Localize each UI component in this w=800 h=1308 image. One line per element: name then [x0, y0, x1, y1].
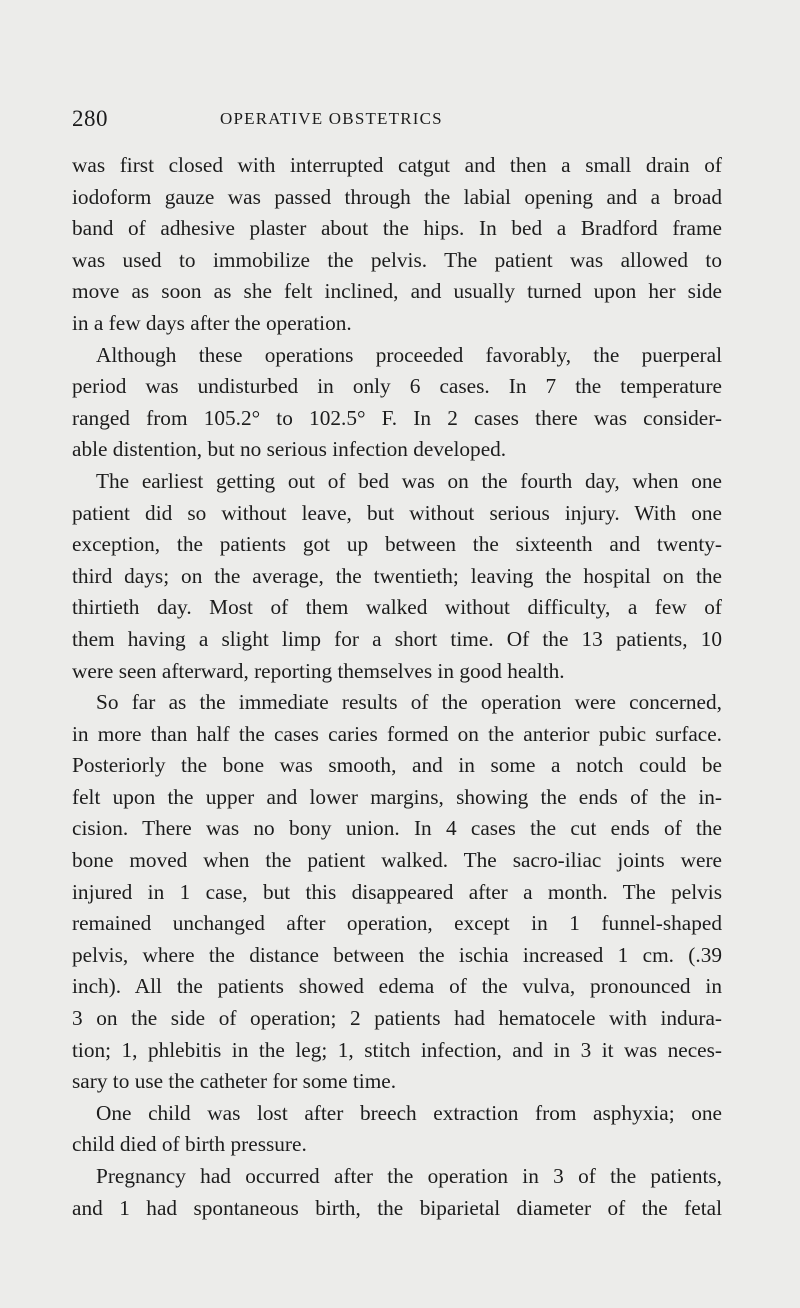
- text-line: was used to immobilize the pelvis. The patient was allowed to: [72, 247, 722, 272]
- page-header: [72, 106, 722, 136]
- text-line: able distention, but no serious infection developed.: [72, 437, 507, 462]
- text-line: and 1 had spontaneous birth, the biparietal diameter of the fetal: [72, 1195, 722, 1220]
- text-line: remained unchanged after operation, except in 1 funnel-shaped: [72, 911, 722, 936]
- text-line: move as soon as she felt inclined, and usually turned upon her side: [72, 279, 722, 304]
- text-line: One child was lost after breech extraction from asphyxia; one: [96, 1100, 722, 1125]
- page-number: 280: [72, 106, 108, 131]
- text-line: period was undisturbed in only 6 cases. In 7 the temperature: [72, 374, 722, 399]
- text-line: pelvis, where the distance between the ischia increased 1 cm. (.39: [72, 942, 722, 967]
- text-line: tion; 1, phlebitis in the leg; 1, stitch infection, and in 3 it was neces-: [72, 1037, 722, 1062]
- text-line: them having a slight limp for a short time. Of the 13 patients, 10: [72, 626, 722, 651]
- text-line: sary to use the catheter for some time.: [72, 1069, 397, 1094]
- text-line: band of adhesive plaster about the hips. In bed a Bradford frame: [72, 216, 722, 241]
- text-line: inch). All the patients showed edema of the vulva, pronounced in: [72, 974, 722, 999]
- text-line: exception, the patients got up between the sixteenth and twenty-: [72, 532, 722, 557]
- text-line: iodoform gauze was passed through the labial opening and a broad: [72, 184, 722, 209]
- text-line: cision. There was no bony union. In 4 cases the cut ends of the: [72, 816, 722, 841]
- text-line: felt upon the upper and lower margins, showing the ends of the in-: [72, 784, 722, 809]
- text-line: Pregnancy had occurred after the operation in 3 of the patients,: [96, 1164, 722, 1188]
- text-line: injured in 1 case, but this disappeared after a month. The pelvis: [72, 879, 722, 904]
- text-line: in a few days after the operation.: [72, 310, 352, 335]
- text-line: The earliest getting out of bed was on the fourth day, when one: [96, 468, 722, 493]
- text-line: ranged from 105.2° to 102.5° F. In 2 cases there was consider-: [72, 405, 722, 430]
- text-line: third days; on the average, the twentieth; leaving the hospital on the: [72, 563, 722, 588]
- text-line: were seen afterward, reporting themselves in good health.: [72, 658, 565, 683]
- text-line: So far as the immediate results of the operation were concerned,: [96, 690, 722, 715]
- text-line: patient did so without leave, but without serious injury. With one: [72, 500, 722, 525]
- text-line: Posteriorly the bone was smooth, and in some a notch could be: [72, 753, 722, 778]
- text-line: child died of birth pressure.: [72, 1132, 307, 1157]
- body-text: [72, 150, 722, 1224]
- text-line: Although these operations proceeded favorably, the puerperal: [96, 342, 722, 367]
- text-line: in more than half the cases caries formed on the anterior pubic surface.: [72, 721, 722, 746]
- text-line: thirtieth day. Most of them walked without difficulty, a few of: [72, 595, 722, 620]
- text-line: was first closed with interrupted catgut and then a small drain of: [72, 153, 722, 177]
- running-head: OPERATIVE OBSTETRICS: [220, 109, 443, 128]
- text-line: bone moved when the patient walked. The sacro-iliac joints were: [72, 848, 722, 873]
- text-line: 3 on the side of operation; 2 patients had hematocele with indura-: [72, 1006, 722, 1031]
